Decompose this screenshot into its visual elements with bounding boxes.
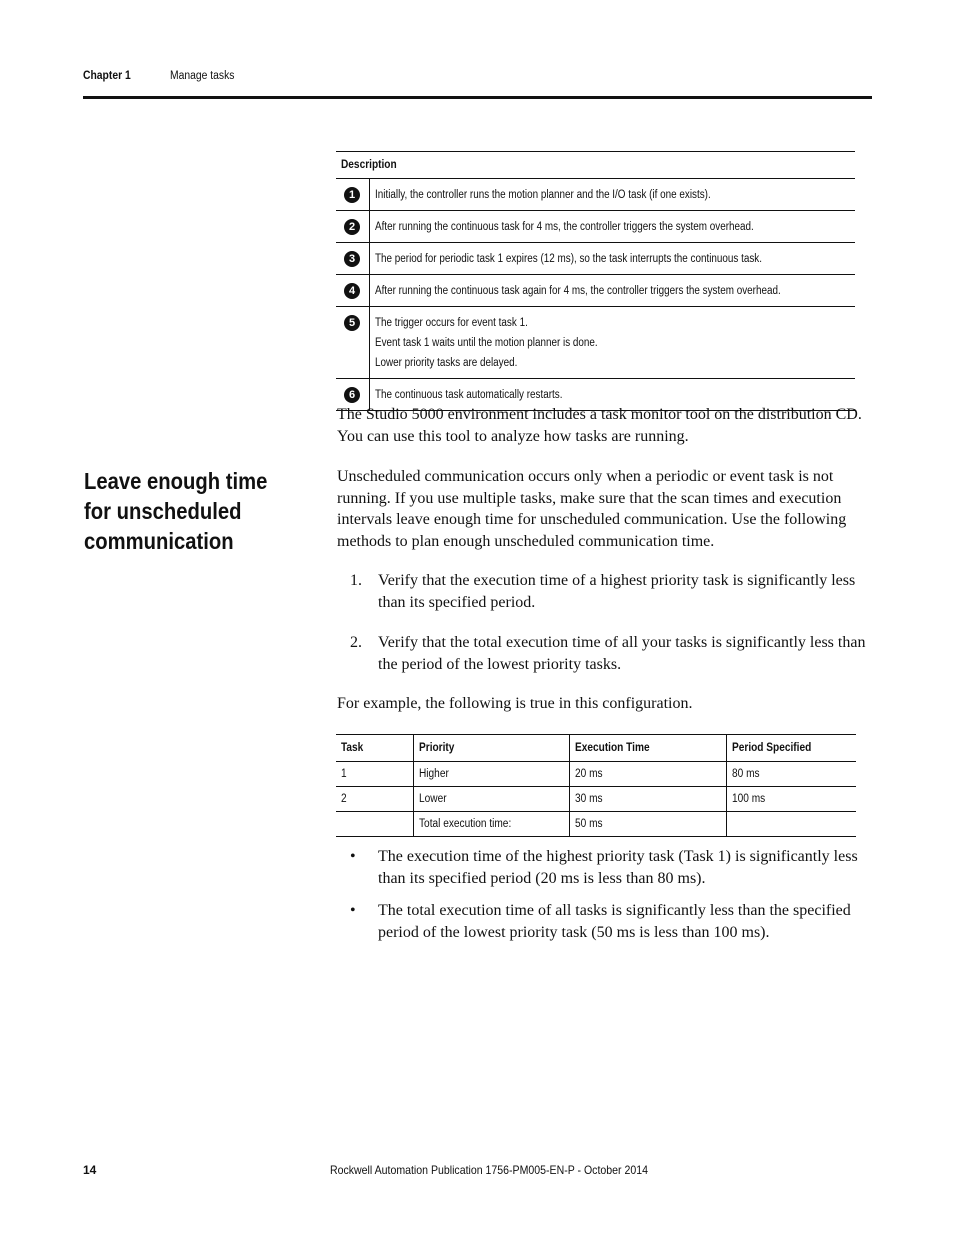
description-table	[336, 151, 855, 411]
step-number-icon: 6	[344, 387, 360, 403]
table-cell: 50 ms	[570, 812, 727, 837]
step-number-icon: 5	[344, 315, 360, 331]
description-text-cell	[370, 275, 856, 307]
description-row	[336, 179, 855, 211]
table-cell: 1	[336, 762, 414, 787]
step-number-cell	[336, 275, 370, 307]
step-item	[350, 570, 870, 614]
description-text: After running the continuous task again for 4 ms, the controller triggers the system overhead.	[375, 285, 781, 297]
table-cell: 20 ms	[570, 762, 727, 787]
table-cell: 30 ms	[570, 787, 727, 812]
description-text: Event task 1 waits until the motion planner is done.	[375, 337, 598, 349]
description-text: After running the continuous task for 4 ms, the controller triggers the system overhead.	[375, 221, 754, 233]
bullet-text: The total execution time of all tasks is significantly less than the specified period of the lowest priority task (50 ms is less than 100 ms).	[378, 902, 851, 941]
chapter-label: Chapter 1	[83, 70, 131, 82]
table-row	[336, 762, 856, 787]
step-number-icon: 2	[344, 219, 360, 235]
table-cell: Total execution time:	[414, 812, 570, 837]
step-text: Verify that the execution time of a highest priority task is significantly less than its specified period.	[378, 572, 856, 611]
unscheduled-intro-paragraph: Unscheduled communication occurs only when a periodic or event task is not running. If you use multiple tasks, make sure that the scan times and execution intervals leave enough time for unscheduled communication. Use the following methods to plan enough unscheduled communication time.	[337, 468, 847, 550]
step-number-icon: 3	[344, 251, 360, 267]
table-cell: Lower	[414, 787, 570, 812]
example-paragraph: For example, the following is true in this configuration.	[337, 695, 693, 712]
task-column-header: Task	[336, 735, 414, 762]
description-text-cell	[370, 243, 856, 275]
description-text-cell	[370, 307, 856, 379]
section-heading: Leave enough time for unscheduled communication	[84, 468, 268, 554]
step-number-cell	[336, 243, 370, 275]
step-number-cell	[336, 307, 370, 379]
execution-time-column-header: Execution Time	[570, 735, 727, 762]
table-cell: 2	[336, 787, 414, 812]
priority-column-header: Priority	[414, 735, 570, 762]
description-text: Initially, the controller runs the motion planner and the I/O task (if one exists).	[375, 189, 711, 201]
step-item	[350, 632, 870, 676]
description-text: The continuous task automatically restarts.	[375, 389, 563, 401]
table-cell: 100 ms	[727, 787, 857, 812]
description-text-cell	[370, 179, 856, 211]
table-row	[336, 812, 856, 837]
description-text-cell	[370, 211, 856, 243]
description-row	[336, 243, 855, 275]
description-text: The trigger occurs for event task 1.	[375, 317, 528, 329]
step-number-cell	[336, 179, 370, 211]
description-text: The period for periodic task 1 expires (12 ms), so the task interrupts the continuous task.	[375, 253, 762, 265]
step-text: Verify that the total execution time of all your tasks is significantly less than the period of the lowest priority tasks.	[378, 634, 866, 673]
table-row	[336, 787, 856, 812]
page-number: 14	[83, 1163, 97, 1177]
task-table-header-row	[336, 735, 856, 762]
period-specified-column-header: Period Specified	[727, 735, 857, 762]
description-table-header-row	[336, 152, 855, 179]
description-table-body	[336, 179, 855, 411]
table-cell	[336, 812, 414, 837]
table-cell: Higher	[414, 762, 570, 787]
description-row	[336, 307, 855, 379]
description-header: Description	[336, 152, 855, 179]
bullet-text: The execution time of the highest priority task (Task 1) is significantly less than its specified period (20 ms is less than 80 ms).	[378, 848, 858, 887]
task-monitor-paragraph: The Studio 5000 environment includes a task monitor tool on the distribution CD. You can use this tool to analyze how tasks are running.	[337, 406, 862, 445]
step-number: 2.	[350, 634, 362, 651]
table-cell	[727, 812, 857, 837]
step-number-icon: 4	[344, 283, 360, 299]
task-table	[336, 734, 856, 837]
step-number-icon: 1	[344, 187, 360, 203]
bullet-icon: •	[350, 902, 356, 919]
step-number-cell	[336, 211, 370, 243]
page-header	[83, 70, 872, 99]
bullet-item	[350, 846, 870, 890]
publication-footer: Rockwell Automation Publication 1756-PM005-EN-P - October 2014	[330, 1163, 648, 1177]
description-row	[336, 211, 855, 243]
bullet-icon: •	[350, 848, 356, 865]
chapter-title: Manage tasks	[170, 70, 235, 82]
description-text: Lower priority tasks are delayed.	[375, 357, 518, 369]
table-cell: 80 ms	[727, 762, 857, 787]
description-row	[336, 275, 855, 307]
step-number: 1.	[350, 572, 362, 589]
bullet-item	[350, 900, 870, 944]
